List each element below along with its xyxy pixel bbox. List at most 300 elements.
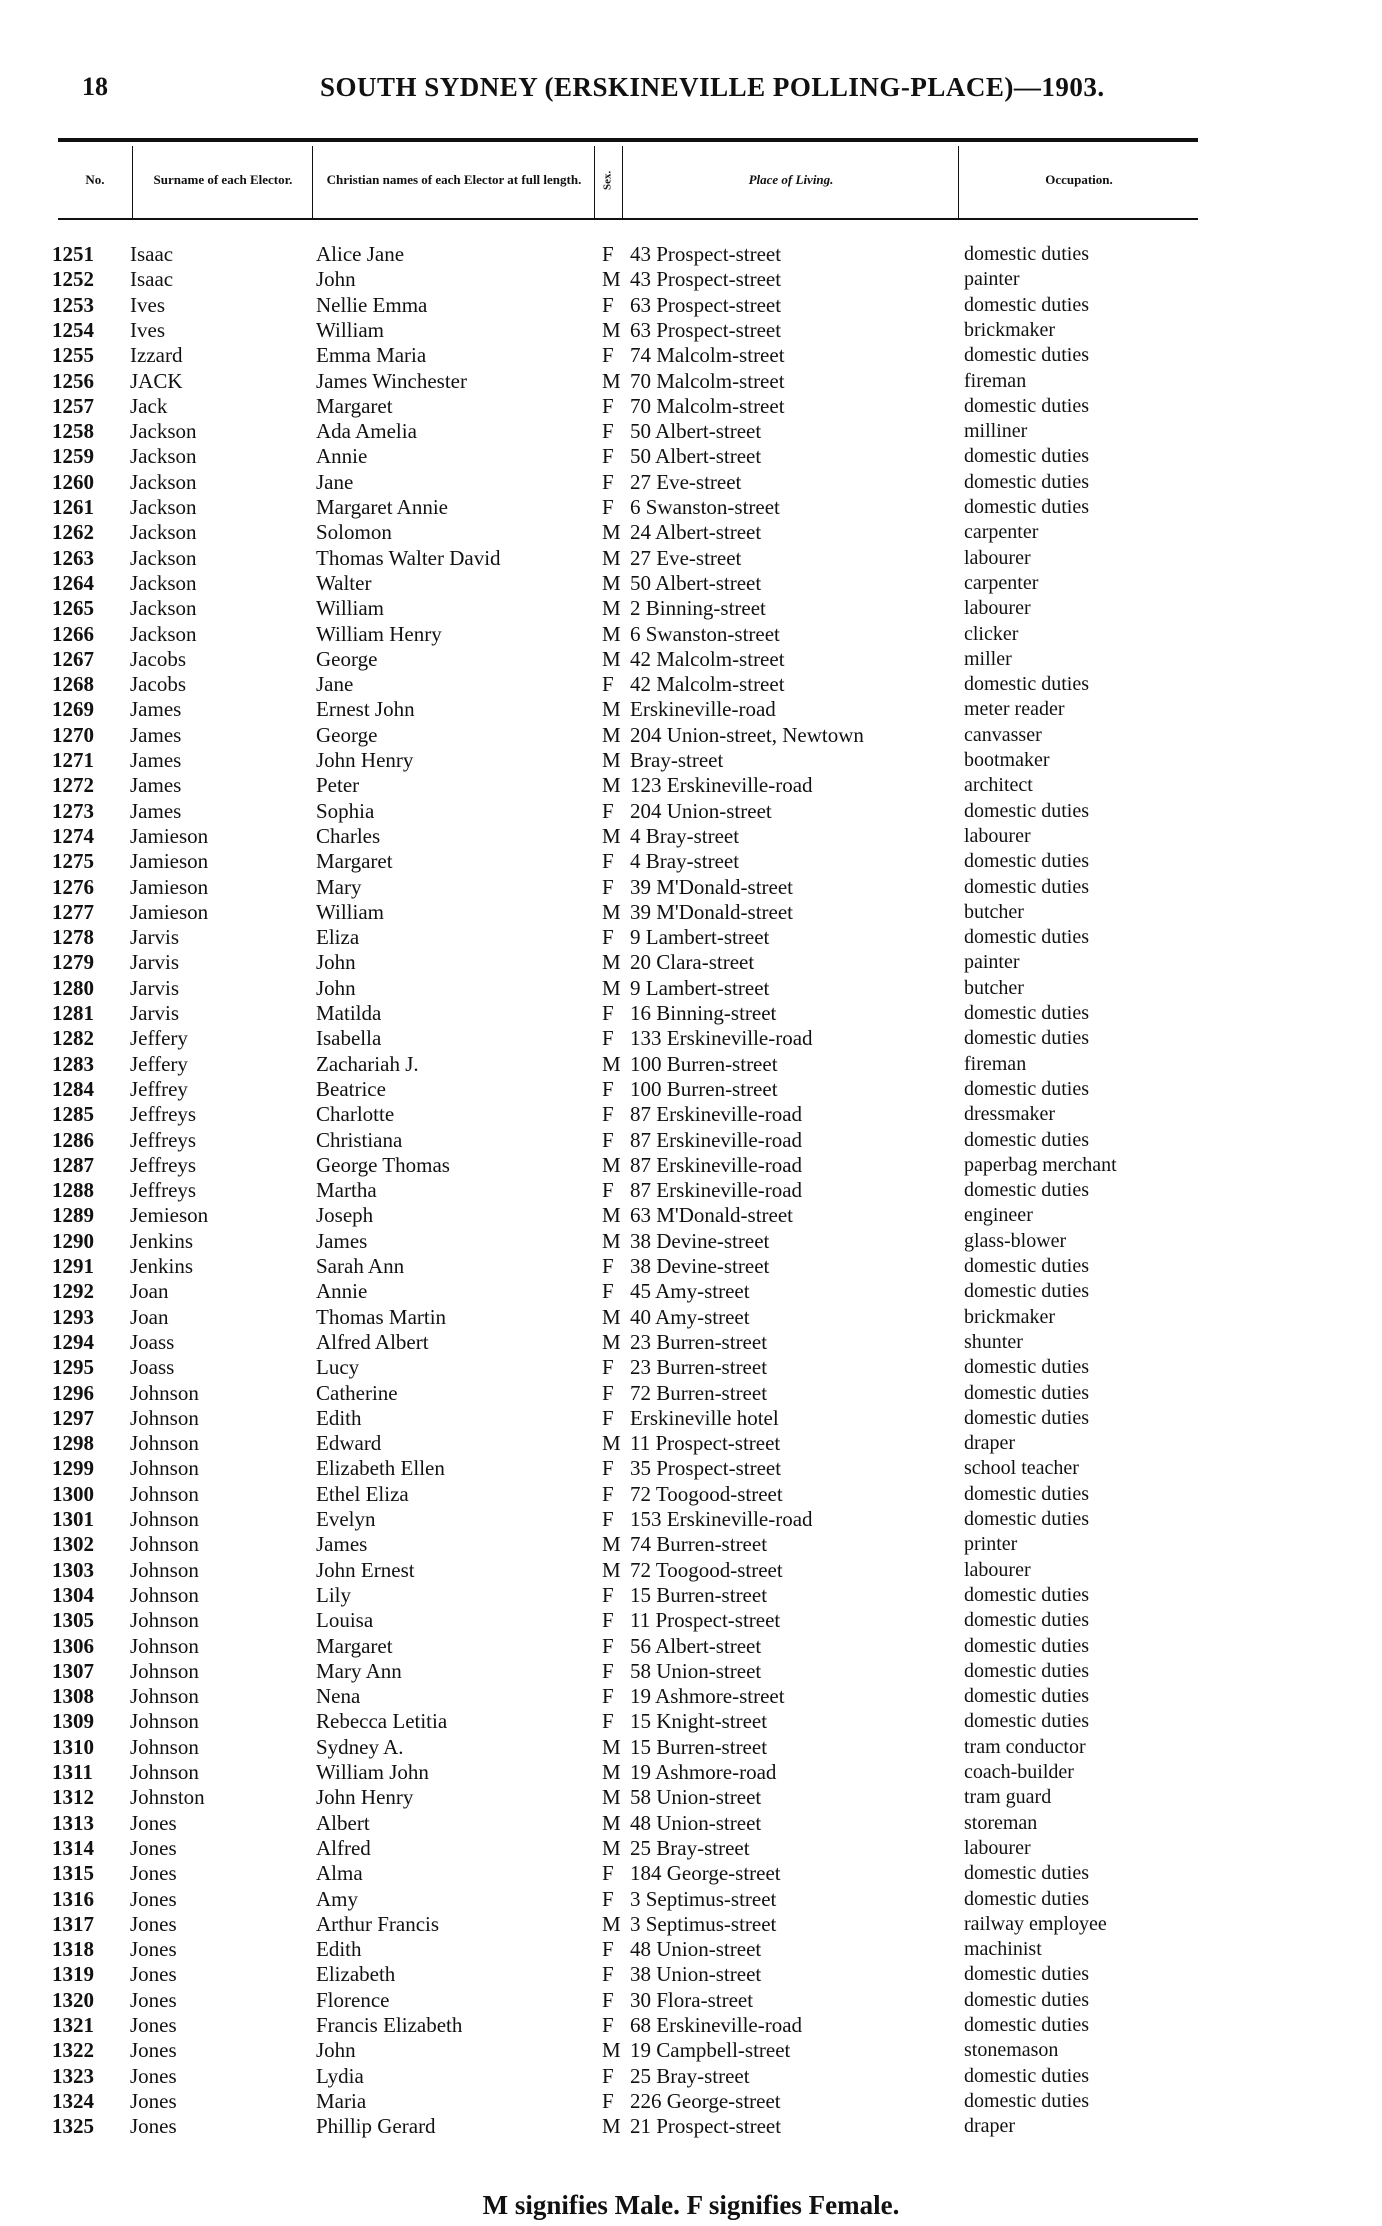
elector-occupation: labourer (964, 1836, 1031, 1859)
elector-surname: Jones (130, 1835, 177, 1860)
elector-sex: M (602, 621, 621, 646)
elector-number: 1319 (52, 1962, 94, 1987)
elector-christian-names: Alma (316, 1861, 363, 1886)
elector-surname: Jack (130, 393, 168, 418)
elector-place-of-living: 63 M'Donald-street (630, 1203, 793, 1228)
elector-sex: F (602, 798, 614, 823)
elector-sex: F (602, 1026, 614, 1051)
elector-sex: F (602, 1582, 614, 1607)
elector-occupation: domestic duties (964, 344, 1089, 367)
elector-surname: Johnston (130, 1785, 205, 1810)
elector-number: 1268 (52, 672, 94, 697)
sex-legend-note: M signifies Male. F signifies Female. (482, 2190, 900, 2220)
table-row (0, 1735, 1382, 1760)
elector-surname: Johnson (130, 1633, 199, 1658)
page-number: 18 (82, 72, 108, 101)
table-row (0, 1558, 1382, 1583)
table-row (0, 622, 1382, 647)
elector-christian-names: James (316, 1228, 368, 1253)
elector-place-of-living: 58 Union-street (630, 1785, 762, 1810)
elector-occupation: domestic duties (964, 1710, 1089, 1733)
table-row (0, 394, 1382, 419)
elector-place-of-living: 15 Burren-street (630, 1582, 768, 1607)
elector-occupation: domestic duties (964, 1634, 1089, 1657)
elector-christian-names: Arthur Francis (316, 1911, 440, 1936)
elector-surname: Jemieson (130, 1203, 209, 1228)
elector-christian-names: Mary Ann (316, 1658, 402, 1683)
table-row (0, 824, 1382, 849)
elector-occupation: carpenter (964, 571, 1039, 594)
elector-surname: Johnson (130, 1532, 199, 1557)
elector-number: 1267 (52, 646, 94, 671)
elector-sex: F (602, 469, 614, 494)
elector-occupation: storeman (964, 1811, 1038, 1834)
elector-surname: Jenkins (130, 1228, 193, 1253)
elector-place-of-living: 70 Malcolm-street (630, 393, 785, 418)
elector-surname: Joass (130, 1329, 175, 1354)
page-header (0, 72, 1382, 102)
table-row (0, 875, 1382, 900)
elector-sex: F (602, 1987, 614, 2012)
elector-sex: F (602, 444, 614, 469)
table-row (0, 1305, 1382, 1330)
elector-occupation: fireman (964, 369, 1027, 392)
elector-surname: Jones (130, 1810, 177, 1835)
elector-christian-names: Phillip Gerard (316, 2114, 436, 2139)
elector-number: 1260 (52, 469, 94, 494)
elector-surname: Johnson (130, 1456, 199, 1481)
elector-number: 1315 (52, 1861, 94, 1886)
elector-christian-names: Walter (316, 570, 372, 595)
table-row (0, 1811, 1382, 1836)
elector-sex: M (602, 1304, 621, 1329)
elector-place-of-living: 38 Union-street (630, 1962, 762, 1987)
elector-surname: Jacobs (130, 672, 186, 697)
table-row (0, 1355, 1382, 1380)
elector-surname: James (130, 697, 182, 722)
elector-number: 1325 (52, 2114, 94, 2139)
column-header-christian-names: Christian names of each Elector at full length. (326, 171, 582, 187)
elector-christian-names: Zachariah J. (316, 1051, 419, 1076)
elector-place-of-living: Bray-street (630, 748, 724, 772)
elector-number: 1284 (52, 1076, 94, 1101)
elector-number: 1316 (52, 1886, 94, 1911)
elector-place-of-living: 204 Union-street (630, 798, 772, 823)
elector-surname: Jeffery (130, 1026, 188, 1051)
elector-place-of-living: 87 Erskineville-road (630, 1102, 803, 1127)
elector-place-of-living: 30 Flora-street (630, 1987, 754, 2012)
elector-christian-names: Elizabeth Ellen (316, 1456, 445, 1481)
table-row (0, 1482, 1382, 1507)
table-row (0, 950, 1382, 975)
elector-occupation: stonemason (964, 2039, 1059, 2062)
elector-number: 1311 (52, 1760, 93, 1784)
elector-place-of-living: 70 Malcolm-street (630, 368, 785, 393)
elector-occupation: domestic duties (964, 293, 1089, 316)
elector-number: 1294 (52, 1329, 94, 1354)
elector-christian-names: Thomas Walter David (316, 545, 501, 570)
elector-occupation: domestic duties (964, 1027, 1089, 1050)
elector-sex: F (602, 2063, 614, 2088)
elector-number: 1277 (52, 899, 94, 924)
elector-sex: F (602, 1254, 614, 1278)
table-row (0, 546, 1382, 571)
elector-number: 1296 (52, 1380, 94, 1405)
elector-place-of-living: 38 Devine-street (630, 1254, 770, 1278)
elector-place-of-living: 74 Malcolm-street (630, 343, 785, 368)
elector-occupation: domestic duties (964, 799, 1089, 822)
elector-occupation: clicker (964, 622, 1019, 645)
elector-number: 1302 (52, 1532, 94, 1557)
elector-place-of-living: 123 Erskineville-road (630, 773, 813, 798)
elector-sex: F (602, 1937, 614, 1962)
table-row (0, 748, 1382, 773)
elector-occupation: painter (964, 951, 1020, 974)
elector-occupation: domestic duties (964, 1482, 1089, 1505)
elector-christian-names: Maria (316, 2088, 367, 2113)
elector-christian-names: Eliza (316, 925, 360, 950)
elector-christian-names: Sydney A. (316, 1734, 404, 1759)
elector-place-of-living: 11 Prospect-street (630, 1431, 781, 1456)
elector-occupation: domestic duties (964, 243, 1089, 265)
elector-place-of-living: 72 Toogood-street (630, 1481, 783, 1506)
elector-number: 1255 (52, 343, 94, 368)
elector-surname: Jackson (130, 469, 197, 494)
table-row (0, 1709, 1382, 1734)
elector-number: 1282 (52, 1026, 94, 1051)
elector-sex: M (602, 823, 621, 848)
elector-surname: Jeffery (130, 1051, 188, 1076)
table-row (0, 1583, 1382, 1608)
table-row (0, 900, 1382, 925)
elector-occupation: domestic duties (964, 875, 1089, 898)
elector-christian-names: Jane (316, 469, 354, 494)
elector-number: 1258 (52, 419, 94, 444)
elector-occupation: labourer (964, 597, 1031, 620)
elector-occupation: glass-blower (964, 1229, 1067, 1252)
table-row (0, 1912, 1382, 1937)
elector-surname: Jones (130, 1937, 177, 1962)
elector-occupation: carpenter (964, 521, 1039, 544)
elector-sex: F (602, 1684, 614, 1709)
elector-occupation: bootmaker (964, 749, 1050, 771)
elector-number: 1307 (52, 1658, 94, 1683)
elector-christian-names: Ada Amelia (316, 419, 417, 444)
elector-occupation: tram conductor (964, 1735, 1086, 1758)
elector-occupation: milliner (964, 420, 1028, 443)
elector-sex: M (602, 950, 621, 975)
elector-surname: Jeffreys (130, 1127, 197, 1152)
elector-number: 1259 (52, 444, 94, 469)
elector-number: 1290 (52, 1228, 94, 1253)
elector-number: 1314 (52, 1835, 94, 1860)
elector-number: 1288 (52, 1178, 94, 1203)
elector-occupation: domestic duties (964, 1128, 1089, 1151)
elector-place-of-living: 68 Erskineville-road (630, 2013, 803, 2037)
elector-christian-names: Amy (316, 1886, 358, 1911)
elector-surname: Jackson (130, 444, 197, 469)
elector-number: 1256 (52, 368, 94, 393)
elector-christian-names: Lily (316, 1582, 351, 1607)
elector-number: 1305 (52, 1608, 94, 1633)
elector-place-of-living: 6 Swanston-street (630, 495, 780, 519)
elector-christian-names: Edith (316, 1937, 362, 1962)
elector-surname: Jackson (130, 545, 197, 570)
elector-number: 1253 (52, 292, 94, 317)
table-row (0, 1052, 1382, 1077)
elector-christian-names: John (316, 950, 356, 975)
elector-sex: F (602, 1076, 614, 1101)
elector-occupation: domestic duties (964, 1887, 1089, 1910)
table-header (58, 138, 1198, 220)
elector-christian-names: Ernest John (316, 697, 415, 722)
elector-sex: F (602, 1102, 614, 1127)
elector-occupation: domestic duties (964, 1583, 1089, 1606)
elector-christian-names: Jane (316, 672, 354, 697)
table-row (0, 1153, 1382, 1178)
elector-place-of-living: 11 Prospect-street (630, 1608, 781, 1633)
elector-surname: Jones (130, 2088, 177, 2113)
elector-place-of-living: 35 Prospect-street (630, 1456, 782, 1481)
table-row (0, 369, 1382, 394)
elector-surname: Johnson (130, 1658, 199, 1683)
elector-occupation: architect (964, 774, 1033, 797)
elector-number: 1272 (52, 773, 94, 798)
elector-surname: Johnson (130, 1481, 199, 1506)
elector-surname: Joass (130, 1355, 175, 1380)
elector-number: 1264 (52, 570, 94, 595)
elector-occupation: domestic duties (964, 1685, 1089, 1708)
elector-number: 1300 (52, 1481, 94, 1506)
table-row (0, 925, 1382, 950)
table-row (0, 1760, 1382, 1785)
elector-number: 1306 (52, 1633, 94, 1658)
elector-sex: M (602, 697, 621, 722)
table-row (0, 1507, 1382, 1532)
elector-christian-names: Alfred (316, 1835, 371, 1860)
table-row (0, 470, 1382, 495)
elector-surname: Jacobs (130, 646, 186, 671)
elector-sex: M (602, 722, 621, 747)
elector-christian-names: Sarah Ann (316, 1254, 405, 1278)
elector-sex: F (602, 1886, 614, 1911)
elector-place-of-living: 20 Clara-street (630, 950, 755, 975)
table-row (0, 242, 1382, 267)
elector-christian-names: Margaret (316, 393, 393, 418)
elector-number: 1291 (52, 1254, 94, 1278)
elector-sex: M (602, 1835, 621, 1860)
elector-christian-names: Beatrice (316, 1076, 386, 1101)
elector-surname: Jackson (130, 596, 197, 621)
table-row (0, 799, 1382, 824)
elector-christian-names: Rebecca Letitia (316, 1709, 448, 1734)
elector-place-of-living: 9 Lambert-street (630, 975, 770, 1000)
table-row (0, 1254, 1382, 1279)
elector-christian-names: Margaret Annie (316, 495, 448, 519)
elector-place-of-living: Erskineville-road (630, 697, 776, 722)
elector-occupation: school teacher (964, 1457, 1079, 1480)
elector-place-of-living: 87 Erskineville-road (630, 1127, 803, 1152)
table-row (0, 976, 1382, 1001)
table-row (0, 697, 1382, 722)
elector-christian-names: John (316, 975, 356, 1000)
elector-place-of-living: 39 M'Donald-street (630, 874, 793, 899)
elector-occupation: domestic duties (964, 445, 1089, 468)
elector-surname: Jamieson (130, 874, 209, 899)
elector-sex: M (602, 1532, 621, 1557)
elector-sex: F (602, 1861, 614, 1886)
elector-place-of-living: 4 Bray-street (630, 823, 740, 848)
elector-surname: Ives (130, 292, 165, 317)
elector-occupation: engineer (964, 1204, 1033, 1227)
table-row (0, 2089, 1382, 2114)
elector-number: 1261 (52, 495, 94, 519)
elector-occupation: miller (964, 647, 1012, 670)
elector-number: 1276 (52, 874, 94, 899)
elector-christian-names: Evelyn (316, 1507, 376, 1531)
elector-place-of-living: 27 Eve-street (630, 469, 742, 494)
elector-christian-names: George (316, 646, 378, 671)
elector-place-of-living: 23 Burren-street (630, 1355, 768, 1380)
elector-christian-names: John Ernest (316, 1557, 415, 1582)
elector-place-of-living: 2 Binning-street (630, 596, 766, 621)
elector-occupation: dressmaker (964, 1103, 1056, 1126)
elector-number: 1278 (52, 925, 94, 950)
elector-sex: M (602, 1431, 621, 1456)
elector-place-of-living: Erskineville hotel (630, 1405, 779, 1430)
elector-sex: M (602, 1760, 621, 1784)
elector-christian-names: Ethel Eliza (316, 1481, 409, 1506)
elector-number: 1322 (52, 2038, 94, 2063)
elector-place-of-living: 42 Malcolm-street (630, 672, 785, 697)
elector-occupation: brickmaker (964, 1305, 1056, 1328)
elector-sex: M (602, 1228, 621, 1253)
elector-christian-names: Thomas Martin (316, 1304, 447, 1329)
elector-number: 1313 (52, 1810, 94, 1835)
elector-christian-names: Elizabeth (316, 1962, 396, 1987)
elector-place-of-living: 19 Campbell-street (630, 2038, 791, 2063)
elector-number: 1299 (52, 1456, 94, 1481)
elector-sex: F (602, 1127, 614, 1152)
elector-christian-names: John (316, 267, 356, 292)
elector-sex: F (602, 1709, 614, 1734)
table-row (0, 520, 1382, 545)
elector-christian-names: William John (316, 1760, 429, 1784)
table-row (0, 318, 1382, 343)
elector-surname: JACK (130, 368, 183, 393)
table-row (0, 1861, 1382, 1886)
elector-christian-names: William (316, 596, 384, 621)
elector-christian-names: James (316, 1532, 368, 1557)
elector-number: 1287 (52, 1152, 94, 1177)
elector-sex: M (602, 1734, 621, 1759)
elector-place-of-living: 58 Union-street (630, 1658, 762, 1683)
column-header-place-of-living: Place of Living. (748, 171, 834, 187)
elector-occupation: labourer (964, 1558, 1031, 1581)
elector-place-of-living: 15 Knight-street (630, 1709, 768, 1734)
table-row (0, 1785, 1382, 1810)
elector-place-of-living: 21 Prospect-street (630, 2114, 782, 2139)
elector-number: 1274 (52, 823, 94, 848)
elector-number: 1312 (52, 1785, 94, 1810)
elector-sex: M (602, 975, 621, 1000)
elector-sex: M (602, 748, 621, 772)
elector-place-of-living: 50 Albert-street (630, 570, 762, 595)
elector-number: 1297 (52, 1405, 94, 1430)
elector-christian-names: Lucy (316, 1355, 360, 1380)
elector-number: 1254 (52, 317, 94, 342)
table-row (0, 419, 1382, 444)
elector-occupation: draper (964, 2115, 1016, 2138)
column-divider (622, 146, 623, 220)
elector-sex: M (602, 520, 621, 545)
elector-number: 1308 (52, 1684, 94, 1709)
column-header-surname: Surname of each Elector. (153, 171, 293, 187)
elector-occupation: butcher (964, 976, 1024, 999)
elector-place-of-living: 87 Erskineville-road (630, 1178, 803, 1203)
elector-surname: Johnson (130, 1734, 199, 1759)
elector-christian-names: Alice Jane (316, 242, 405, 266)
elector-occupation: labourer (964, 546, 1031, 569)
elector-christian-names: Sophia (316, 798, 375, 823)
column-divider (312, 146, 313, 220)
elector-number: 1286 (52, 1127, 94, 1152)
elector-surname: Jones (130, 2063, 177, 2088)
elector-christian-names: Lydia (316, 2063, 364, 2088)
elector-surname: Jackson (130, 419, 197, 444)
elector-number: 1295 (52, 1355, 94, 1380)
elector-occupation: domestic duties (964, 1963, 1089, 1986)
elector-number: 1266 (52, 621, 94, 646)
table-row (0, 1330, 1382, 1355)
elector-occupation: meter reader (964, 698, 1065, 721)
table-row (0, 1684, 1382, 1709)
elector-surname: Jarvis (130, 950, 179, 975)
elector-sex: F (602, 495, 614, 519)
elector-occupation: coach-builder (964, 1761, 1074, 1783)
elector-occupation: paperbag merchant (964, 1153, 1117, 1176)
elector-number: 1273 (52, 798, 94, 823)
elector-sex: M (602, 1810, 621, 1835)
elector-place-of-living: 72 Burren-street (630, 1380, 768, 1405)
elector-occupation: domestic duties (964, 496, 1089, 518)
elector-number: 1301 (52, 1507, 94, 1531)
table-row (0, 1102, 1382, 1127)
table-row (0, 1077, 1382, 1102)
table-row (0, 2038, 1382, 2063)
elector-surname: Jackson (130, 495, 197, 519)
elector-number: 1292 (52, 1279, 94, 1304)
elector-christian-names: Edward (316, 1431, 382, 1456)
elector-sex: F (602, 1405, 614, 1430)
elector-occupation: labourer (964, 824, 1031, 847)
elector-occupation: domestic duties (964, 1381, 1089, 1404)
elector-number: 1257 (52, 393, 94, 418)
elector-place-of-living: 42 Malcolm-street (630, 646, 785, 671)
table-row (0, 1406, 1382, 1431)
elector-sex: F (602, 1279, 614, 1304)
elector-occupation: shunter (964, 1330, 1023, 1353)
elector-number: 1252 (52, 267, 94, 292)
table-row (0, 1128, 1382, 1153)
elector-surname: Jones (130, 2038, 177, 2063)
elector-sex: F (602, 1178, 614, 1203)
elector-number: 1318 (52, 1937, 94, 1962)
elector-occupation: domestic duties (964, 1988, 1089, 2011)
elector-surname: Johnson (130, 1760, 199, 1784)
elector-surname: Johnson (130, 1405, 199, 1430)
elector-sex: M (602, 2038, 621, 2063)
